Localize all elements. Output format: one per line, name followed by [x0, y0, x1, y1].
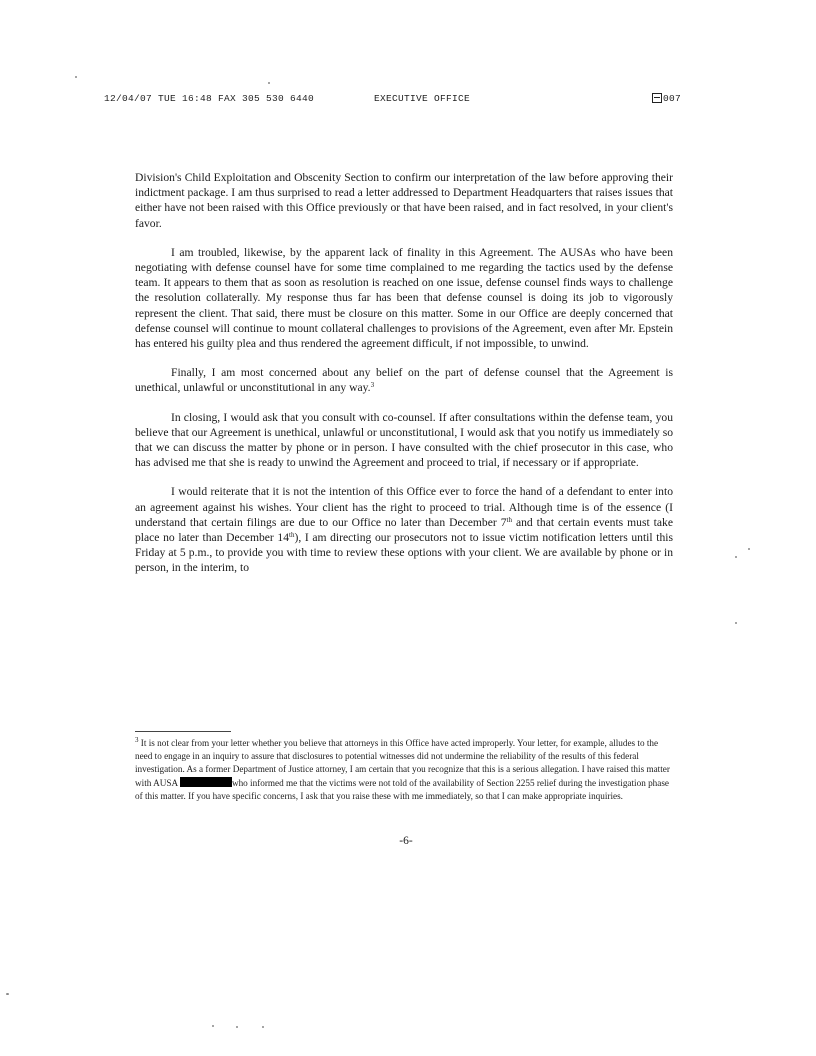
footnote-divider [135, 731, 231, 732]
letter-paragraph-4: In closing, I would ask that you consult with co-counsel. If after consultations within the defense team, you believe that our Agreement is unethical, unlawful or unconstitutional, I would ask that you notify us immediately so that we can discuss the matter by phone or in person. I have consulted with the chief prosecutor in this case, who has advised me that she is ready to unwind the Agreement and proceed to trial, if necessary or if appropriate. [135, 410, 673, 470]
fax-header [104, 93, 684, 107]
footnote-marker: 3 [135, 736, 139, 744]
paragraph-3-text: Finally, I am most concerned about any belief on the part of defense counsel that the Agreement is unethical, unlawful or unconstitutional in any way. [135, 366, 673, 395]
footnote-reference: 3 [370, 381, 375, 390]
redaction-bar [180, 777, 232, 787]
letter-body [135, 170, 673, 590]
footnote-text-a: It is not clear from your letter whether you believe that attorneys in this Office have acted improperly. Your letter, for example, alludes to the need to engage in an inquiry to assure that disclosures to potential witnesses did not undermine the reliability of the results of this federal investigation. As a former Department of Justice attorney, I am certain that you recognize that this is a serious allegation. I have raised this matter with AUSA [135, 738, 670, 788]
ordinal-suffix: th [506, 515, 512, 524]
fax-page-icon [652, 93, 662, 103]
footnote-text-b: who informed me that the victims were not told of the availability of Section 2255 relief during the investigation phase of this matter. If you have specific concerns, I ask that you raise these with me immediately, so that I can make appropriate inquiries. [135, 777, 670, 801]
fax-page-number [652, 93, 682, 105]
paragraph-5-text-a: I would reiterate that it is not the intention of this Office ever to force the hand of a defendant to enter into an agreement against his wishes. Your client has the right to proceed to trial. Although time is of the essence (I understand that certain filings are due to our Office no later than December 7 [135, 485, 673, 529]
footnote-3 [135, 737, 675, 803]
scan-speck [236, 1026, 238, 1028]
scan-speck [735, 622, 737, 624]
scan-speck [268, 82, 270, 84]
letter-paragraph-1: Division's Child Exploitation and Obscenity Section to confirm our interpretation of the law before approving their indictment package. I am thus surprised to read a letter addressed to Department Headquarters that raises issues that either have not been raised with this Office previously or that have been raised, and in fact resolved, in your client's favor. [135, 171, 673, 230]
paragraph-5-text-c: ), I am directing our prosecutors not to issue victim notification letters until this Friday at 5 p.m., to provide you with time to review these options with your client. We are available by phone or in person, in the interim, to [135, 531, 673, 575]
letter-paragraph-5 [135, 484, 673, 575]
page-number: -6- [399, 835, 413, 847]
ordinal-suffix: th [289, 531, 295, 540]
fax-office-name: EXECUTIVE OFFICE [374, 93, 471, 104]
scan-speck [262, 1026, 264, 1028]
footnote-section [135, 737, 675, 803]
scan-speck [748, 548, 750, 550]
letter-paragraph-2: I am troubled, likewise, by the apparent lack of finality in this Agreement. The AUSAs who have been negotiating with defense counsel have for some time complained to me regarding the tactics used by the defense team. It appears to them that as soon as resolution is reached on one issue, defense counsel finds ways to challenge the resolution collaterally. My response thus far has been that defense counsel is doing its job to vigorously represent the client. That said, there must be closure on this matter. Some in our Office are deeply concerned that defense counsel will continue to mount collateral challenges to provisions of the Agreement, even after Mr. Epstein has entered his guilty plea and thus rendered the agreement difficult, if not impossible, to unwind. [135, 245, 673, 351]
scan-speck [75, 76, 77, 78]
scan-speck [212, 1025, 214, 1027]
fax-date-time: 12/04/07 TUE 16:48 FAX 305 530 6440 [104, 93, 315, 104]
fax-page-value: 007 [663, 93, 682, 104]
scan-speck [6, 993, 9, 995]
scan-speck [735, 556, 737, 558]
letter-paragraph-3 [135, 365, 673, 395]
paragraph-5-text-b: and that certain events must take place no later than December 14 [135, 515, 673, 545]
